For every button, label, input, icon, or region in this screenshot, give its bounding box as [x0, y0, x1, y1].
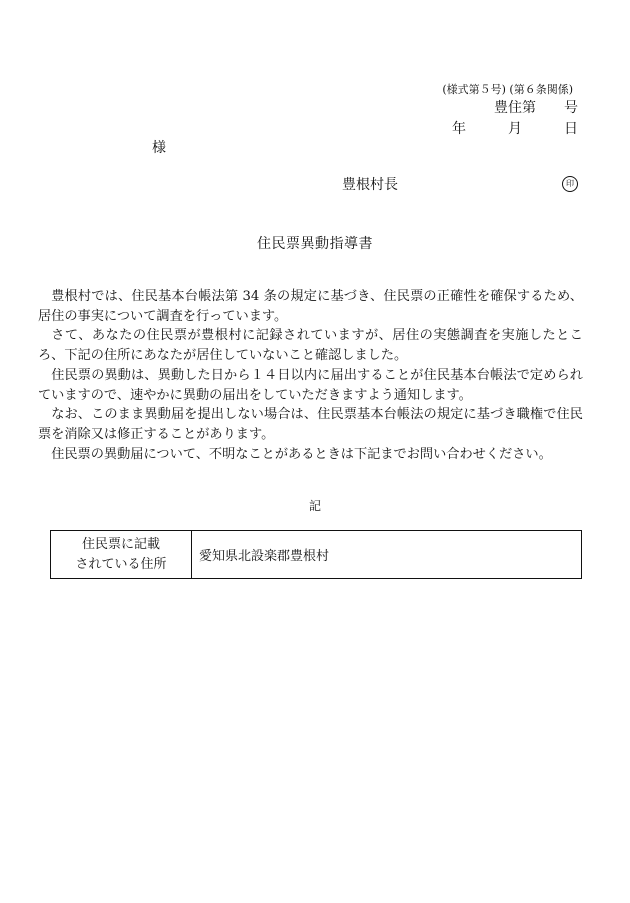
address-value: 愛知県北設楽郡豊根村: [192, 531, 582, 579]
record-heading: 記: [308, 499, 321, 513]
body-paragraph: 住民票の異動届について、不明なことがあるときは下記までお問い合わせください。: [51, 446, 552, 462]
body-paragraph: 豊根村では、住民基本台帳法第 34 条の規定に基づき、住民票の正確性を確保するため、居住の事実について調査を行っています。: [38, 289, 583, 324]
address-label-cell: [51, 531, 192, 579]
body-paragraph: なお、このまま異動届を提出しない場合は、住民票基本台帳法の規定に基づき職権で住民票を消除又は修正することがあります。: [38, 407, 583, 442]
address-label-line1: 住民票に記載: [81, 536, 160, 552]
body-paragraph: さて、あなたの住民票が豊根村に記録されていますが、居住の実態調査を実施したところ、下記の住所にあなたが居住していないこと確認しました。: [38, 328, 583, 364]
body-text: [38, 287, 583, 464]
table-row: [51, 531, 582, 579]
body-paragraph: 住民票の異動は、異動した日から１４日以内に届出することが住民基本台帳法で定められていますので、速やかに異動の届出をしていただきますよう通知します。: [38, 367, 583, 403]
seal-mark: 印: [562, 176, 578, 192]
document-date: 年 月 日: [452, 121, 578, 137]
issuer-name: 豊根村長: [342, 177, 398, 193]
address-table: [50, 530, 582, 579]
recipient-line: 様: [152, 140, 166, 156]
document-title: 住民票異動指導書: [257, 236, 373, 252]
address-label-line2: されている住所: [75, 556, 167, 572]
document-number: 豊住第 号: [494, 100, 578, 116]
form-code: (様式第５号) (第６条関係): [442, 83, 573, 96]
